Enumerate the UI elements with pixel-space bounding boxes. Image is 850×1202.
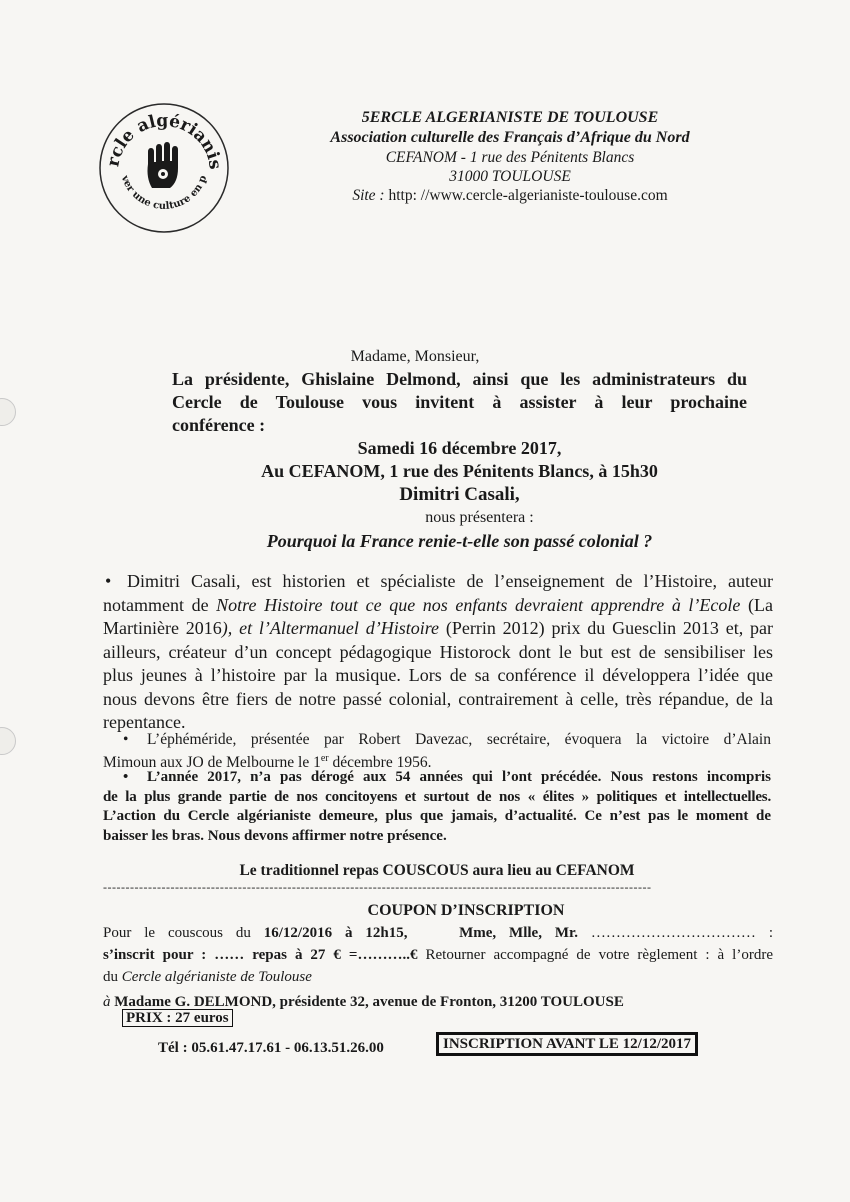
name-field-label[interactable]: Mme, Mlle, Mr. (459, 925, 579, 941)
price-box: PRIX : 27 euros (122, 1010, 233, 1027)
org-association: Association culturelle des Français d’Afrique du Nord (330, 129, 690, 146)
greeting: Madame, Monsieur, (350, 348, 480, 365)
hand-emblem-icon (148, 142, 179, 188)
phone-numbers: Tél : 05.61.47.17.61 - 06.13.51.26.00 (158, 1040, 384, 1056)
bio-paragraph: • Dimitri Casali, est historien et spécialiste de l’enseignement de l’Histoire, auteur notamment de Notre Histoire tout ce que nos enfants devraient apprendre à l’Ecole (La Martinière 2016), et l’Altermanuel d’Histoire (Perrin 2012) prix du Guesclin 2013 et, par ailleurs, créateur d’un concept pédagogique Historock dont le but est de sensibiliser les plus jeunes à l’histoire par la musique. Lors de sa conférence il développera l’idée que nous devons être fiers de notre passé colonial, contrairement à celle, très répandue, de la repentance. (103, 571, 773, 732)
org-city: 31000 TOULOUSE (449, 168, 571, 185)
deadline-box: INSCRIPTION AVANT LE 12/12/2017 (436, 1036, 698, 1053)
coupon-form: Pour le couscous du 16/12/2016 à 12h15, Mme, Mlle, Mr. …………………………… : s’inscrit pour : …… repas à 27 € =………..€ Retourner accompagné de votre règlement : à l’ordre du Cercle algérianiste de Toulouse à Madame G. DELMOND, présidente 32, avenue de Fronton, 31200 TOULOUSE (103, 925, 773, 1010)
event-place: Au CEFANOM, 1 rue des Pénitents Blancs, à 15h30 (261, 461, 658, 481)
event-date: Samedi 16 décembre 2017, (357, 438, 562, 458)
association-logo (96, 98, 232, 234)
invite-line-2: Cercle de Toulouse vous invitent à assister à leur prochaine (172, 392, 747, 412)
site-label: Site : (352, 187, 385, 204)
logo-text-top: rcle algérianis (103, 110, 226, 171)
punch-hole-top (0, 398, 16, 426)
site-url[interactable]: http: //www.cercle-algerianiste-toulouse.com (388, 187, 668, 204)
meals-field[interactable]: s’inscrit pour : …… repas à 27 € =………..€ (103, 947, 418, 963)
presents-text: nous présentera : (425, 509, 534, 526)
logo-text-bottom: ver une culture en p (118, 174, 210, 212)
org-website (300, 186, 720, 205)
cut-line: -------------------------------------------------------------------------------------------------------------------------- (103, 880, 652, 894)
coupon-title: COUPON D’INSCRIPTION (367, 902, 565, 919)
name-field[interactable]: …………………………… : (578, 925, 773, 941)
statement-paragraph: • L’année 2017, n’a pas dérogé aux 54 années qui l’ont précédée. Nous restons incompris de la plus grande partie de nos concitoyens et surtout de nos « élites » politiques et intellectuelles. L’action du Cercle algérianiste demeure, plus que jamais, d’actualité. Ce n’est pas le moment de baisser les bras. Nous devons affirmer notre présence. (103, 769, 771, 844)
punch-hole-bottom (0, 727, 16, 755)
invite-line-3: conférence : (172, 415, 266, 435)
org-address: CEFANOM - 1 rue des Pénitents Blancs (385, 149, 635, 166)
invite-line-1: La présidente, Ghislaine Delmond, ainsi que les administrateurs du (172, 369, 747, 389)
couscous-note: Le traditionnel repas COUSCOUS aura lieu au CEFANOM (239, 862, 635, 879)
conference-title: Pourquoi la France renie-t-elle son passé colonial ? (266, 531, 653, 551)
ephemeride-paragraph: • L’éphéméride, présentée par Robert Davezac, secrétaire, évoquera la victoire d’Alain Mimoun aux JO de Melbourne le 1er décembre 1956. (103, 731, 771, 772)
speaker-name: Dimitri Casali, (399, 484, 520, 505)
org-name: 5ERCLE ALGERIANISTE DE TOULOUSE (361, 109, 659, 126)
